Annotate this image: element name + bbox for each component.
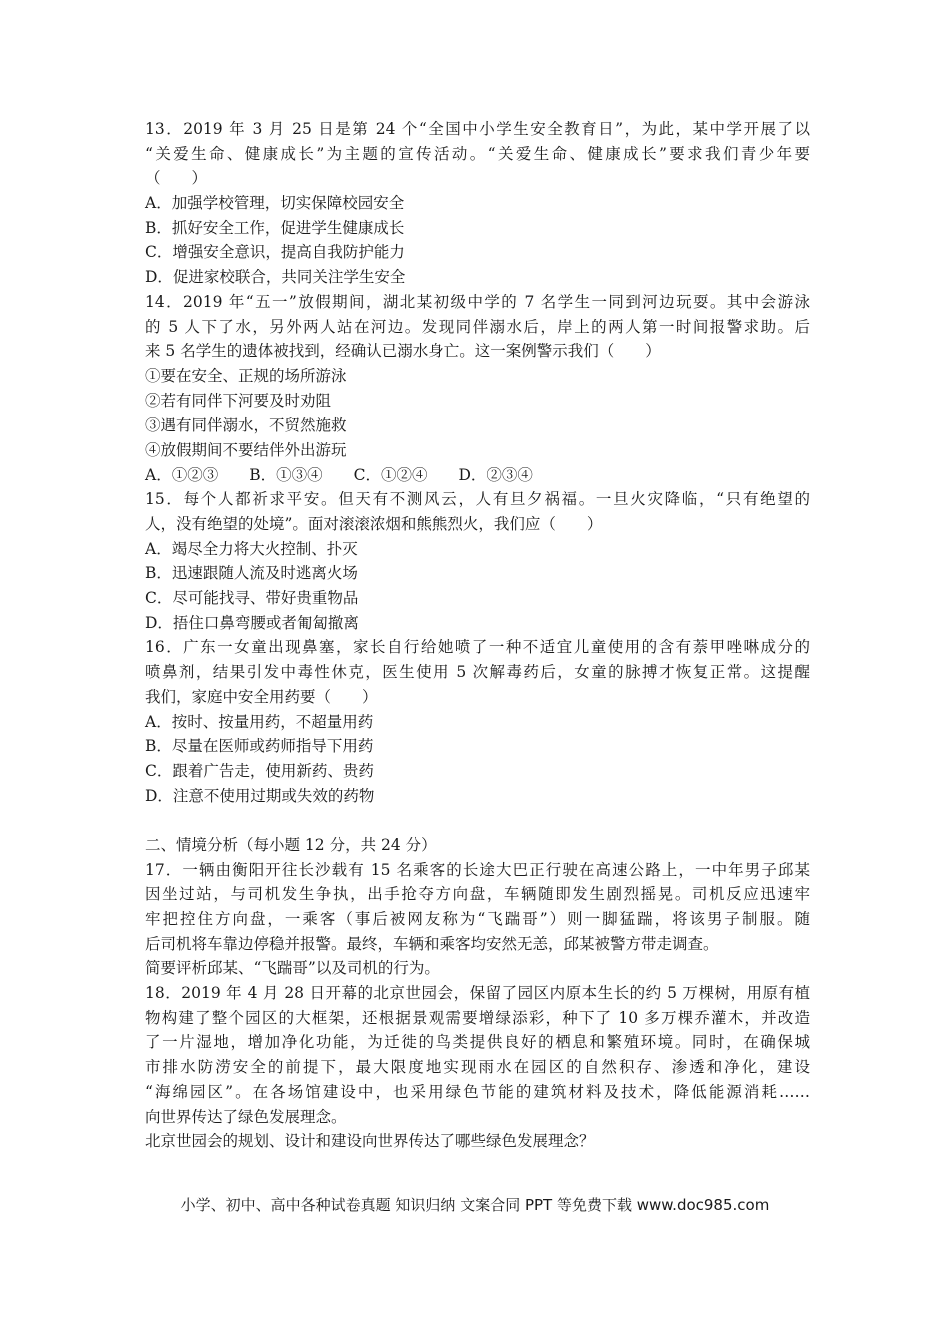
question-17-prompt: 简要评析邱某、“飞踹哥”以及司机的行为。	[145, 959, 440, 978]
question-14-stem-line-3: 来 5 名学生的遗体被找到，经确认已溺水身亡。这一案例警示我们（ ）	[145, 342, 661, 361]
question-18-prompt: 北京世园会的规划、设计和建设向世界传达了哪些绿色发展理念？	[145, 1132, 595, 1151]
question-17-stem-line-3: 牢把控住方向盘，一乘客（事后被网友称为“飞踹哥”）则一脚猛踹，将该男子制服。随	[145, 910, 810, 928]
question-15-stem-line-1: 15．每个人都祈求平安。但天有不测风云，人有旦夕祸福。一旦火灾降临，“只有绝望的	[145, 490, 810, 509]
question-16-option-a: A．按时、按量用药，不超量用药	[145, 712, 374, 731]
question-14-item-4: ④放假期间不要结伴外出游玩	[145, 440, 347, 459]
exam-content	[145, 117, 810, 1154]
question-13-option-a: A．加强学校管理，切实保障校园安全	[145, 194, 405, 213]
question-16-option-d: D．注意不使用过期或失效的药物	[145, 786, 375, 805]
question-18	[145, 981, 810, 1129]
question-14-item-2: ②若有同伴下河要及时劝阻	[145, 391, 332, 410]
question-18-stem-line-1: 18．2019 年 4 月 28 日开幕的北京世园会，保留了园区内原本生长的约 5 万棵树，用原有植	[145, 984, 810, 1003]
question-18-stem-line-5: “海绵园区”。在各场馆建设中，也采用绿色节能的建筑材料及技术，降低能源消耗……	[145, 1082, 810, 1101]
question-16-option-c: C．跟着广告走，使用新药、贵药	[145, 761, 374, 780]
question-14	[145, 290, 810, 364]
question-16	[145, 635, 810, 709]
question-15-option-a: A．竭尽全力将大火控制、扑灭	[145, 539, 358, 558]
question-13-option-d: D．促进家校联合，共同关注学生安全	[145, 268, 406, 287]
question-18-stem-line-6: 向世界传达了绿色发展理念。	[145, 1107, 347, 1126]
question-13-stem-line-2: “关爱生命、健康成长”为主题的宣传活动。“关爱生命、健康成长”要求我们青少年要	[145, 144, 810, 163]
question-16-stem-line-2: 喷鼻剂，结果引发中毒性休克，医生使用 5 次解毒药后，女童的脉搏才恢复正常。这提醒	[145, 663, 810, 682]
question-13-stem-line-1: 13．2019 年 3 月 25 日是第 24 个“全国中小学生安全教育日”，为此，某中学开展了以	[145, 120, 810, 138]
question-14-stem-line-2: 的 5 人下了水，另外两人站在河边。发现同伴溺水后，岸上的两人第一时间报警求助。后	[145, 317, 810, 336]
question-14-item-1: ①要在安全、正规的场所游泳	[145, 366, 347, 385]
question-18-stem-line-4: 市排水防涝安全的前提下，最大限度地实现雨水在园区的自然积存、渗透和净化，建设	[145, 1058, 810, 1077]
question-16-stem-line-1: 16．广东一女童出现鼻塞，家长自行给她喷了一种不适宜儿童使用的含有萘甲唑啉成分的	[145, 638, 810, 657]
page-footer: 小学、初中、高中各种试卷真题 知识归纳 文案合同 PPT 等免费下载 www.doc985.com	[180, 1196, 770, 1214]
question-15	[145, 487, 810, 536]
question-16-stem-line-3: 我们，家庭中安全用药要（ ）	[145, 687, 378, 706]
question-15-option-c: C．尽可能找寻、带好贵重物品	[145, 589, 359, 608]
section-2-heading: 二、情境分析（每小题 12 分，共 24 分）	[145, 835, 437, 854]
question-13	[145, 117, 810, 191]
question-18-stem-line-2: 物构建了整个园区的大框架，还根据景观需要增绿添彩，种下了 10 多万棵乔灌木，并改造	[145, 1008, 810, 1027]
section-spacer	[145, 808, 810, 833]
question-13-option-b: B．抓好安全工作，促进学生健康成长	[145, 218, 405, 237]
question-16-option-b: B．尽量在医师或药师指导下用药	[145, 737, 374, 756]
question-14-stem-line-1: 14．2019 年“五一”放假期间，湖北某初级中学的 7 名学生一同到河边玩耍。其中会游泳	[145, 292, 810, 311]
question-14-options: A．①②③ B．①③④ C．①②④ D．②③④	[145, 465, 533, 484]
question-15-option-b: B．迅速跟随人流及时逃离火场	[145, 564, 358, 583]
question-18-stem-line-3: 了一片湿地，增加净化功能，为迁徙的鸟类提供良好的栖息和繁殖环境。同时，在确保城	[145, 1033, 810, 1052]
question-14-item-3: ③遇有同伴溺水，不贸然施救	[145, 416, 347, 435]
question-13-stem-line-3: （ ）	[145, 169, 208, 188]
question-17	[145, 858, 810, 957]
question-13-option-c: C．增强安全意识，提高自我防护能力	[145, 243, 405, 262]
question-15-stem-line-2: 人，没有绝望的处境”。面对滚滚浓烟和熊熊烈火，我们应（ ）	[145, 515, 603, 533]
question-15-option-d: D．捂住口鼻弯腰或者匍匐撤离	[145, 613, 359, 632]
question-17-stem-line-1: 17．一辆由衡阳开往长沙载有 15 名乘客的长途大巴正行驶在高速公路上，一中年男子邱某	[145, 860, 810, 879]
question-17-stem-line-4: 后司机将车靠边停稳并报警。最终，车辆和乘客均安然无恙，邱某被警方带走调查。	[145, 934, 719, 953]
question-17-stem-line-2: 因坐过站，与司机发生争执，出手抢夺方向盘，车辆随即发生剧烈摇晃。司机反应迅速牢	[145, 885, 810, 904]
